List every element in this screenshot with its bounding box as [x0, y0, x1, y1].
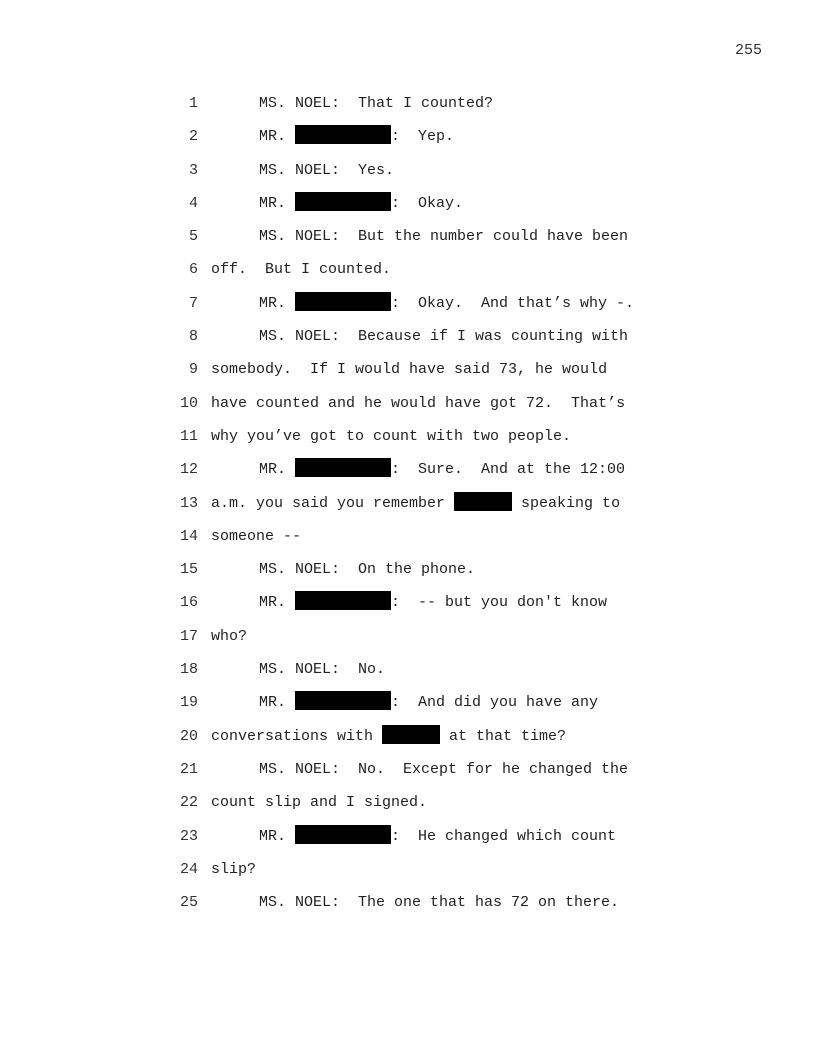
line-text — [259, 158, 394, 184]
line-number: 24 — [179, 860, 198, 878]
line-text — [259, 124, 454, 150]
redaction-block — [454, 492, 512, 511]
transcript-line — [0, 557, 816, 590]
line-number: 6 — [188, 261, 198, 279]
line-text — [211, 357, 607, 383]
text-segment: slip? — [211, 860, 257, 878]
text-segment: MS. NOEL: Because if I was counting with — [259, 328, 629, 346]
text-segment: speaking to — [512, 494, 621, 512]
transcript-line — [0, 857, 816, 890]
line-text — [259, 557, 475, 583]
page-number: 255 — [734, 42, 762, 59]
redaction-block — [295, 125, 391, 144]
text-segment: MR. — [259, 594, 296, 612]
line-text — [259, 291, 634, 317]
line-number: 10 — [179, 394, 198, 412]
text-segment: MS. NOEL: The one that has 72 on there. — [259, 894, 620, 912]
line-text — [211, 790, 427, 816]
text-segment: : And did you have any — [391, 694, 599, 712]
redaction-block — [295, 591, 391, 610]
transcript-line — [0, 824, 816, 857]
transcript-line — [0, 491, 816, 524]
line-number: 18 — [179, 661, 198, 679]
line-number: 17 — [179, 627, 198, 645]
line-text — [259, 91, 493, 117]
transcript-line — [0, 91, 816, 124]
transcript-line — [0, 457, 816, 490]
line-text — [259, 324, 628, 350]
line-number: 23 — [179, 827, 198, 845]
transcript-line — [0, 724, 816, 757]
line-number: 15 — [179, 561, 198, 579]
transcript-line — [0, 790, 816, 823]
transcript-line — [0, 424, 816, 457]
text-segment: who? — [211, 627, 248, 645]
text-segment: : Sure. And at the 12:00 — [391, 461, 626, 479]
redaction-block — [295, 825, 391, 844]
line-text — [211, 724, 566, 750]
transcript-line — [0, 257, 816, 290]
text-segment: : -- but you don't know — [391, 594, 608, 612]
line-number: 12 — [179, 461, 198, 479]
line-number: 1 — [188, 95, 198, 112]
text-segment: MS. NOEL: Yes. — [259, 161, 395, 179]
line-text — [259, 890, 619, 916]
transcript-line — [0, 890, 816, 923]
transcript-line — [0, 124, 816, 157]
line-text — [259, 690, 598, 716]
text-segment: : Okay. — [391, 194, 464, 212]
transcript-line — [0, 158, 816, 191]
redaction-block — [382, 725, 440, 744]
text-segment: off. But I counted. — [211, 261, 392, 279]
line-number: 22 — [179, 794, 198, 812]
transcript-line — [0, 624, 816, 657]
line-text — [259, 224, 628, 250]
line-text — [211, 391, 625, 417]
text-segment: somebody. If I would have said 73, he would — [211, 361, 608, 379]
text-segment: MS. NOEL: But the number could have been — [259, 228, 629, 246]
line-text — [259, 657, 385, 683]
transcript-line — [0, 357, 816, 390]
transcript-line — [0, 324, 816, 357]
transcript-line — [0, 191, 816, 224]
text-segment: at that time? — [440, 727, 567, 745]
redaction-block — [295, 691, 391, 710]
transcript-line — [0, 590, 816, 623]
transcript-line — [0, 657, 816, 690]
text-segment: : Okay. And that’s why -. — [391, 294, 635, 312]
line-text — [259, 824, 616, 850]
transcript-line — [0, 524, 816, 557]
line-number: 11 — [179, 427, 198, 445]
text-segment: MR. — [259, 194, 296, 212]
text-segment: conversations with — [211, 727, 383, 745]
line-text — [259, 457, 625, 483]
text-segment: MS. NOEL: That I counted? — [259, 95, 494, 112]
line-text — [259, 191, 463, 217]
line-text — [211, 491, 620, 517]
text-segment: : He changed which count — [391, 827, 617, 845]
text-segment: MR. — [259, 294, 296, 312]
line-text — [211, 257, 391, 283]
line-number: 7 — [188, 294, 198, 312]
transcript-line — [0, 757, 816, 790]
redaction-block — [295, 292, 391, 311]
text-segment: MS. NOEL: No. — [259, 661, 386, 679]
line-number: 25 — [179, 894, 198, 912]
text-segment: why you’ve got to count with two people. — [211, 427, 572, 445]
line-text — [211, 624, 247, 650]
text-segment: MS. NOEL: No. Except for he changed the — [259, 760, 629, 778]
line-text — [211, 857, 256, 883]
text-segment: MR. — [259, 694, 296, 712]
line-number: 2 — [188, 128, 198, 146]
text-segment: MR. — [259, 128, 296, 146]
line-number: 16 — [179, 594, 198, 612]
text-segment: someone -- — [211, 527, 302, 545]
text-segment: a.m. you said you remember — [211, 494, 455, 512]
line-number: 13 — [179, 494, 198, 512]
redaction-block — [295, 192, 391, 211]
line-number: 20 — [179, 727, 198, 745]
line-number: 9 — [188, 361, 198, 379]
text-segment: MR. — [259, 827, 296, 845]
text-segment: MS. NOEL: On the phone. — [259, 561, 476, 579]
line-number: 19 — [179, 694, 198, 712]
transcript-body — [0, 91, 816, 923]
line-text — [259, 757, 628, 783]
line-text — [211, 524, 301, 550]
text-segment: have counted and he would have got 72. That’s — [211, 394, 626, 412]
text-segment: count slip and I signed. — [211, 794, 428, 812]
text-segment: : Yep. — [391, 128, 455, 146]
line-number: 4 — [188, 194, 198, 212]
transcript-line — [0, 391, 816, 424]
line-number: 3 — [188, 161, 198, 179]
transcript-line — [0, 690, 816, 723]
text-segment: MR. — [259, 461, 296, 479]
line-text — [259, 590, 607, 616]
transcript-line — [0, 291, 816, 324]
line-text — [211, 424, 571, 450]
redaction-block — [295, 458, 391, 477]
line-number: 8 — [188, 328, 198, 346]
line-number: 14 — [179, 527, 198, 545]
line-number: 21 — [179, 760, 198, 778]
line-number: 5 — [188, 228, 198, 246]
transcript-line — [0, 224, 816, 257]
